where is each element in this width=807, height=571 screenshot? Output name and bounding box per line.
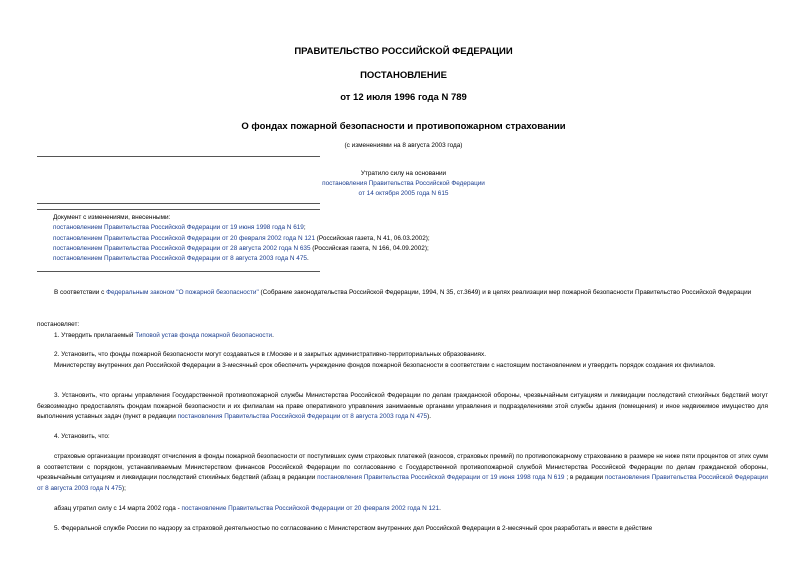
text-run: В соответствии с <box>54 289 107 296</box>
void-note-link[interactable] <box>0 179 807 189</box>
government-heading: ПРАВИТЕЛЬСТВО РОССИЙСКОЙ ФЕДЕРАЦИИ <box>294 46 513 57</box>
change-item <box>53 244 753 254</box>
change-link[interactable]: постановлением Правительства Российской Федерации от 20 февраля 2002 года N 121 <box>53 234 316 242</box>
change-link[interactable]: постановлением Правительства Российской Федерации от 8 августа 2003 года N 475 <box>53 255 307 263</box>
document-title: О фондах пожарной безопасности и противопожарном страховании <box>241 121 566 132</box>
void-note-link-line2[interactable]: от 14 октября 2005 года N 615 <box>358 190 449 197</box>
change-item <box>53 254 753 264</box>
resolves-paragraph: постановляет: <box>37 321 80 328</box>
insurers-paragraph <box>37 452 768 494</box>
void-note-link-line1[interactable]: постановления Правительства Российской Федерации <box>322 180 485 187</box>
text-run: 3. Установить, что органы управления Государственной противопожарной службы Министерства Российской Федерации по делам гражданской обороны, чрезвычайным ситуациям и ликвидации последствий стихийных бедствий могут безвозмездно предоставлять фондам пожарной безопасности и их филиалам на праве оперативного управления занимаемые органами управления и подразделениями этой службы здания (помещения) и иное недвижимое имущество для выполнения уставных задач (пункт в редакции <box>37 392 768 420</box>
divider <box>37 271 320 272</box>
decree-2002-link[interactable]: постановление Правительства Российской Федерации от 20 февраля 2002 года N 121 <box>181 505 440 512</box>
change-suffix: . <box>306 255 309 263</box>
text-run: 1. Утвердить прилагаемый <box>54 332 136 339</box>
void-note-text: Утратило силу на основании <box>360 170 447 177</box>
text-run: абзац утратил силу с 14 марта 2002 года - <box>54 505 182 512</box>
preamble-paragraph <box>37 288 768 299</box>
decree-2003-link[interactable]: постановления Правительства Российской Федерации от 8 августа 2003 года N 475 <box>177 413 428 420</box>
void-note-link-2[interactable] <box>0 189 807 199</box>
item-1-paragraph <box>37 331 768 342</box>
divider <box>37 209 320 210</box>
ministry-paragraph: Министерству внутренних дел Российской Федерации в 3-месячный срок обеспечить учреждение фондов пожарной безопасности в соответствии с настоящим постановлением и утвердить порядок создания их филиалов. <box>54 362 716 369</box>
change-suffix: ; <box>303 224 306 232</box>
model-charter-link[interactable]: Типовой устав фонда пожарной безопасности <box>135 332 273 339</box>
item-5-paragraph: 5. Федеральной службе России по надзору за страховой деятельностью по согласованию с Министерством внутренних дел Российской Федерации в 2-месячный срок разработать и ввести в действие <box>54 525 653 532</box>
amendment-note: (с изменениями на 8 августа 2003 года) <box>344 142 463 149</box>
divider <box>37 156 320 157</box>
item-4-paragraph: 4. Установить, что: <box>54 433 110 440</box>
text-run: страховые организации производят отчисления в фонды пожарной безопасности от поступивших сумм страховых платежей (взносов, страховых премий) по противопожарному страхованию в размере не ниже пяти процентов от этих сумм в соответствии с порядком, устанавливаемым Министерством финансов Российской Федерации по согласованию с Государственной противопожарной службой Министерства Российской Федерации по делам гражданской обороны, чрезвычайным ситуациям и ликвидации последствий стихийных бедствий (абзац в редакции <box>37 453 768 481</box>
changes-list <box>53 213 753 264</box>
decree-1998-link[interactable]: постановления Правительства Российской Федерации от 19 июня 1998 года N 619 <box>317 474 565 481</box>
text-run: ); <box>121 484 126 492</box>
text-run: . <box>439 505 441 512</box>
item-3-paragraph <box>37 391 768 423</box>
repealed-paragraph <box>37 504 768 515</box>
decree-2003-link[interactable]: постановления Правительства Российской Федерации от 8 августа 2003 года N 475 <box>37 474 769 492</box>
fire-safety-law-link[interactable]: Федеральным законом "О пожарной безопасности" <box>106 289 259 296</box>
change-link[interactable]: постановлением Правительства Российской Федерации от 28 августа 2002 года N 635 <box>53 244 311 252</box>
change-suffix: (Российская газета, N 41, 06.03.2002); <box>315 234 430 242</box>
document-date: от 12 июля 1996 года N 789 <box>340 92 467 103</box>
change-link[interactable]: постановлением Правительства Российской Федерации от 19 июня 1998 года N 619 <box>53 224 304 232</box>
text-run: ). <box>427 413 432 420</box>
document-type: ПОСТАНОВЛЕНИЕ <box>360 70 447 81</box>
text-run: . <box>272 332 274 339</box>
change-suffix: (Российская газета, N 166, 04.09.2002); <box>310 244 429 252</box>
text-run: ; в редакции <box>564 474 605 481</box>
divider <box>37 203 320 204</box>
change-item <box>53 234 753 244</box>
changes-intro: Документ с изменениями, внесенными: <box>53 214 171 221</box>
text-run: (Собрание законодательства Российской Федерации, 1994, N 35, ст.3649) и в целях реализации мер пожарной безопасности Правительство Российской Федерации <box>258 289 752 296</box>
change-item <box>53 223 753 233</box>
item-2-paragraph: 2. Установить, что фонды пожарной безопасности могут создаваться в г.Москве и в закрытых административно-территориальных образованиях. <box>54 351 486 358</box>
